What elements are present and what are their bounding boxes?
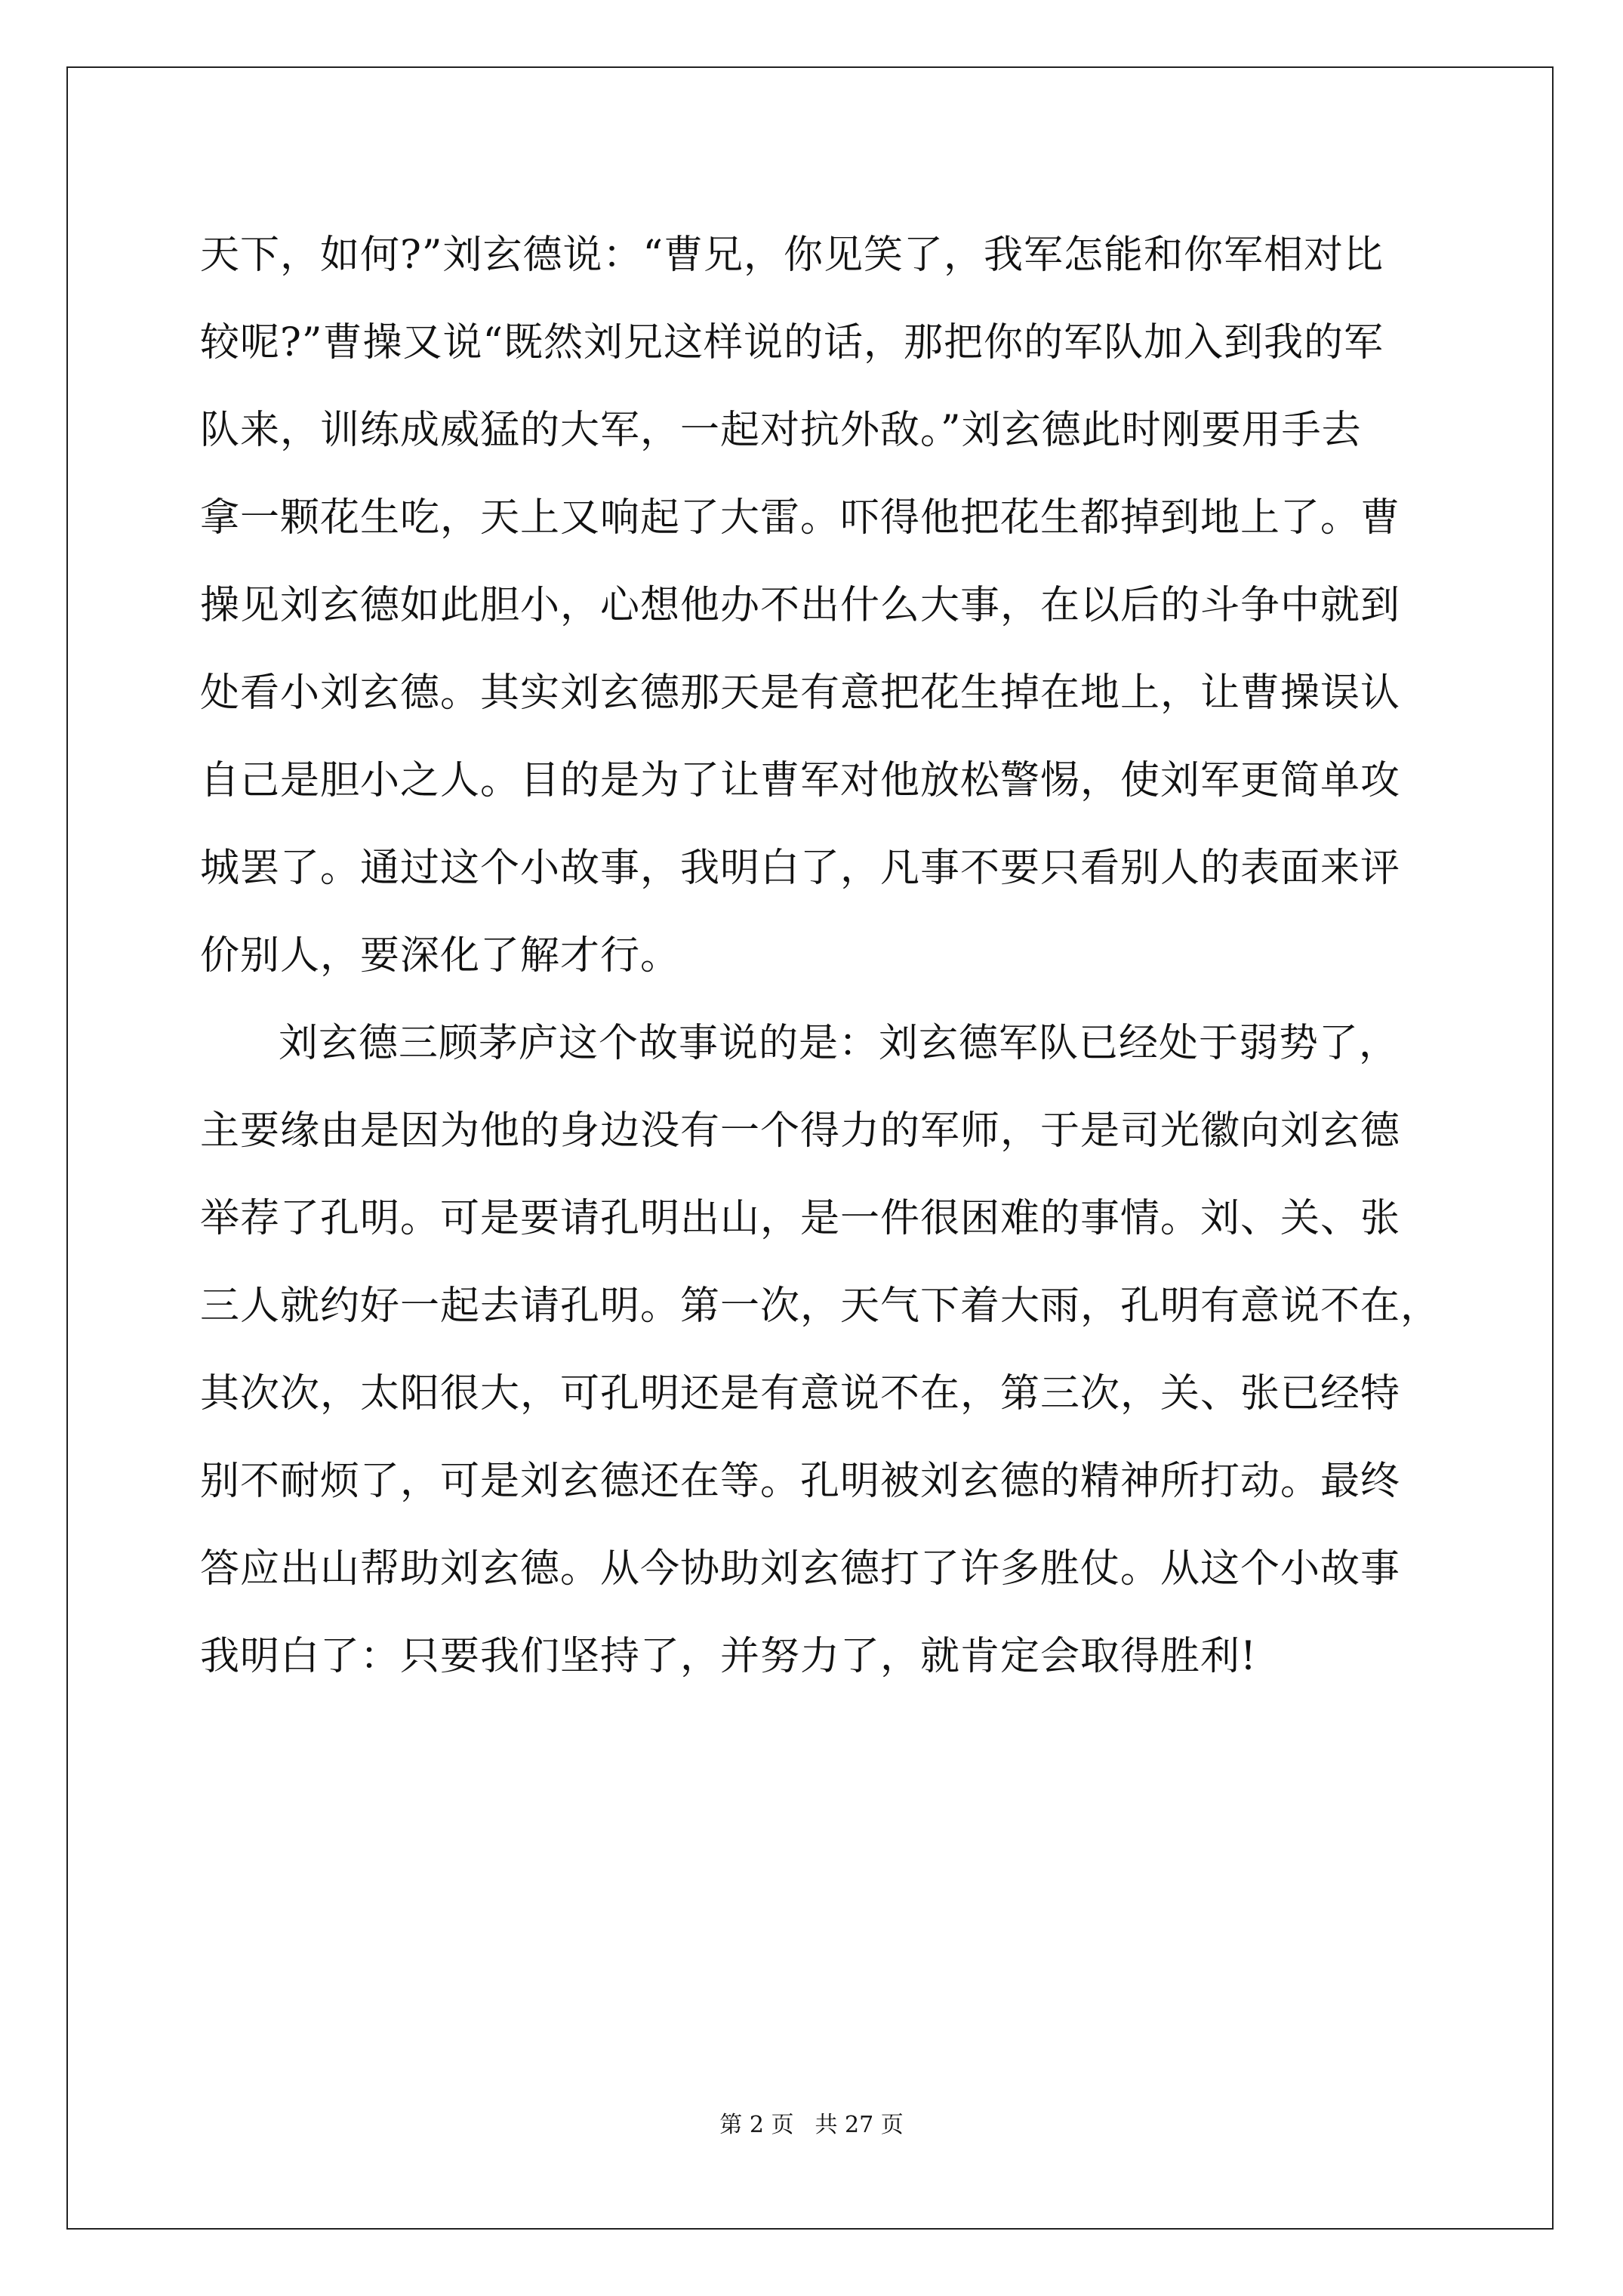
text-line: 价别人，要深化了解才行。 [200,933,681,978]
paragraph-start-line: 刘玄德三顾茅庐这个故事说的是：刘玄德军队已经处于弱势了， [279,1021,1400,1066]
body-text [200,211,1483,1700]
text-line: 举荐了孔明。可是要请孔明出山，是一件很困难的事情。刘、关、张 [200,1196,1401,1241]
text-line: 操见刘玄德如此胆小，心想他办不出什么大事，在以后的斗争中就到 [200,583,1401,628]
page-footer [0,2110,1623,2140]
text-line: 三人就约好一起去请孔明。第一次，天气下着大雨，孔明有意说不在， [200,1284,1441,1329]
text-line: 自己是胆小之人。目的是为了让曹军对他放松警惕，使刘军更简单攻 [200,758,1401,803]
page-number: 第 2 页 [719,2112,794,2138]
text-line: 主要缘由是因为他的身边没有一个得力的军师，于是司光徽向刘玄德 [200,1108,1401,1154]
text-line: 拿一颗花生吃，天上又响起了大雷。吓得他把花生都掉到地上了。曹 [200,495,1401,541]
text-line: 较呢?”曹操又说“既然刘兄这样说的话，那把你的军队加入到我的军 [200,320,1384,365]
text-line: 我明白了：只要我们坚持了，并努力了，就肯定会取得胜利! [200,1634,1257,1679]
text-line: 城罢了。通过这个小故事，我明白了，凡事不要只看别人的表面来评 [200,846,1401,891]
text-line: 队来，训练成威猛的大军，一起对抗外敌。”刘玄德此时刚要用手去 [200,408,1362,453]
text-line: 天下，如何?”刘玄德说：“曹兄，你见笑了，我军怎能和你军相对比 [200,233,1384,278]
text-line: 处看小刘玄德。其实刘玄德那天是有意把花生掉在地上，让曹操误认 [200,670,1401,716]
text-line: 答应出山帮助刘玄德。从今协助刘玄德打了许多胜仗。从这个小故事 [200,1546,1401,1592]
text-line: 其次次，太阳很大，可孔明还是有意说不在，第三次，关、张已经特 [200,1371,1401,1416]
page-total: 共 27 页 [815,2112,904,2138]
text-line: 别不耐烦了，可是刘玄德还在等。孔明被刘玄德的精神所打动。最终 [200,1459,1401,1504]
